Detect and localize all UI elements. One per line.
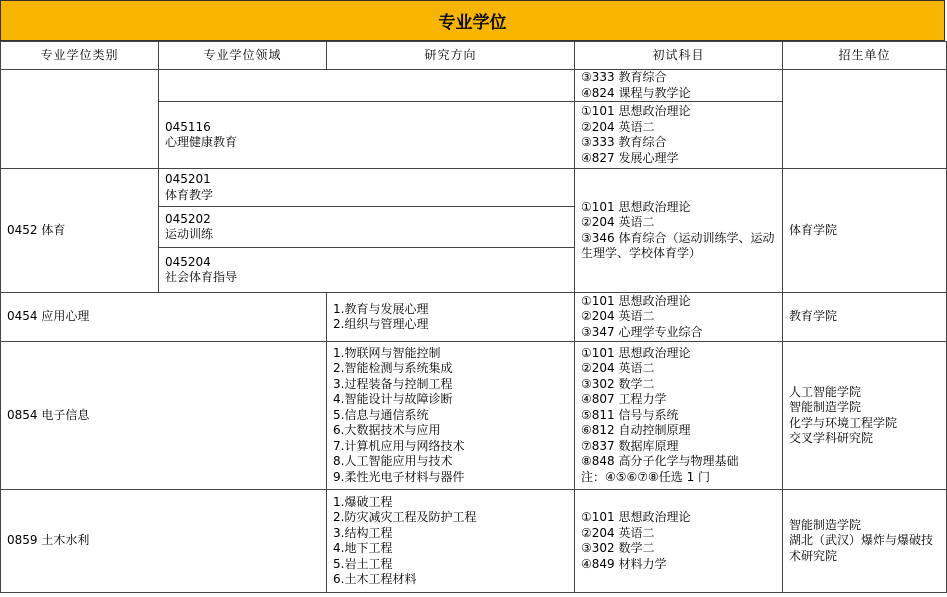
unit-cell: 智能制造学院 湖北（武汉）爆炸与爆破技术研究院	[783, 490, 947, 593]
subjects-cell: ①101 思想政治理论 ②204 英语二 ③346 体育综合（运动训练学、运动生理学、学校体育学）	[575, 169, 783, 293]
header-subjects: 初试科目	[575, 42, 783, 70]
direction-cell: 1.教育与发展心理 2.组织与管理心理	[327, 293, 575, 342]
unit-cell: 体育学院	[783, 169, 947, 293]
table-row	[1, 490, 947, 593]
header-unit: 招生单位	[783, 42, 947, 70]
field-cell: 045204 社会体育指导	[159, 248, 575, 293]
header-row	[1, 42, 947, 70]
page-title: 专业学位	[0, 0, 945, 41]
unit-cell	[783, 70, 947, 169]
subjects-cell: ①101 思想政治理论 ②204 英语二 ③302 数学二 ④807 工程力学 ⑤811 信号与系统 ⑥812 自动控制原理 ⑦837 数据库原理 ⑧848 高分子化学与物理基础 注：④⑤⑥⑦⑧任选 1 门	[575, 342, 783, 490]
header-field: 专业学位领域	[159, 42, 327, 70]
table-row	[1, 169, 947, 207]
category-cell: 0452 体育	[1, 169, 159, 293]
unit-cell: 教育学院	[783, 293, 947, 342]
subjects-cell: ①101 思想政治理论 ②204 英语二 ③302 数学二 ④849 材料力学	[575, 490, 783, 593]
category-cell: 0454 应用心理	[1, 293, 327, 342]
direction-cell: 1.爆破工程 2.防灾减灾工程及防护工程 3.结构工程 4.地下工程 5.岩土工程 6.土木工程材料	[327, 490, 575, 593]
category-cell: 0854 电子信息	[1, 342, 327, 490]
field-cell	[159, 70, 575, 102]
degree-table	[0, 41, 947, 593]
table-row	[1, 70, 947, 102]
field-cell: 045201 体育教学	[159, 169, 575, 207]
unit-cell: 人工智能学院 智能制造学院 化学与环境工程学院 交叉学科研究院	[783, 342, 947, 490]
subjects-cell: ③333 教育综合 ④824 课程与教学论	[575, 70, 783, 102]
field-cell: 045202 运动训练	[159, 207, 575, 248]
direction-cell: 1.物联网与智能控制 2.智能检测与系统集成 3.过程装备与控制工程 4.智能设计与故障诊断 5.信息与通信系统 6.大数据技术与应用 7.计算机应用与网络技术 8.人工智能应用与技术 9.柔性光电子材料与器件	[327, 342, 575, 490]
header-direction: 研究方向	[327, 42, 575, 70]
header-category: 专业学位类别	[1, 42, 159, 70]
field-cell: 045116 心理健康教育	[159, 102, 575, 169]
table-row	[1, 342, 947, 490]
subjects-cell: ①101 思想政治理论 ②204 英语二 ③347 心理学专业综合	[575, 293, 783, 342]
table-row	[1, 293, 947, 342]
category-cell: 0859 土木水利	[1, 490, 327, 593]
subjects-cell: ①101 思想政治理论 ②204 英语二 ③333 教育综合 ④827 发展心理学	[575, 102, 783, 169]
category-cell	[1, 70, 159, 169]
